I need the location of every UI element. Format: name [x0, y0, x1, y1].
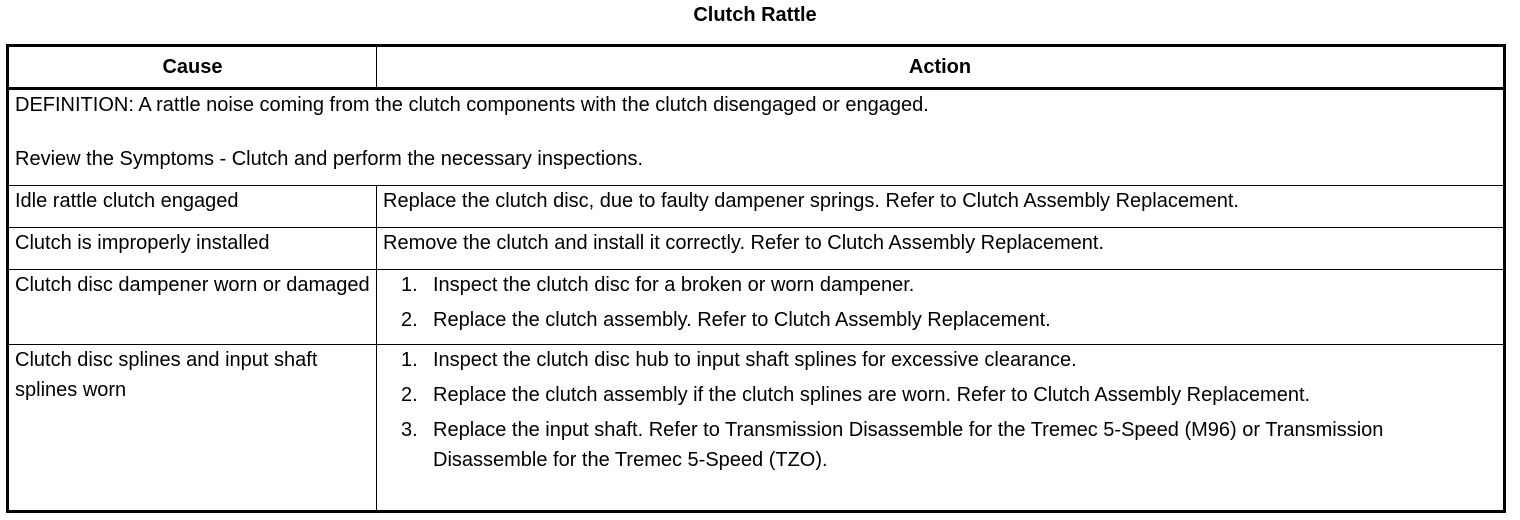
- step-number: 3.: [401, 419, 418, 441]
- table-row: [8, 270, 1505, 345]
- table-row: [8, 345, 1505, 512]
- cause-cell: Clutch disc splines and input shaft splines worn: [8, 345, 377, 512]
- step-number: 2.: [401, 309, 418, 331]
- page-title: Clutch Rattle: [693, 4, 817, 26]
- definition-row: [8, 89, 1505, 186]
- step-text: Inspect the clutch disc hub to input shaft splines for excessive clearance.: [433, 349, 1077, 371]
- action-step: [383, 305, 1497, 335]
- action-cell: Remove the clutch and install it correctly. Refer to Clutch Assembly Replacement.: [377, 228, 1505, 270]
- step-text: Replace the clutch assembly. Refer to Clutch Assembly Replacement.: [433, 309, 1051, 331]
- table-row: [8, 186, 1505, 228]
- review-instruction-text: Review the Symptoms - Clutch and perform the necessary inspections.: [15, 148, 644, 170]
- step-number: 1.: [401, 349, 418, 371]
- step-text: Replace the input shaft. Refer to Transmission Disassemble for the Tremec 5-Speed (M96) or Transmission Disassemble for the Tremec 5-Speed (TZO).: [433, 419, 1384, 471]
- action-steps-list: [383, 270, 1497, 335]
- action-step: [383, 380, 1497, 410]
- header-row: [8, 46, 1505, 89]
- cause-column-header: Cause: [8, 46, 377, 89]
- step-number: 1.: [401, 274, 418, 296]
- step-text: Replace the clutch assembly if the clutch splines are worn. Refer to Clutch Assembly Replacement.: [433, 384, 1311, 406]
- action-steps-list: [383, 345, 1497, 475]
- step-text: Inspect the clutch disc for a broken or worn dampener.: [433, 274, 915, 296]
- table-row: [8, 228, 1505, 270]
- cause-cell: Clutch is improperly installed: [8, 228, 377, 270]
- action-cell: [377, 270, 1505, 345]
- cause-cell: Clutch disc dampener worn or damaged: [8, 270, 377, 345]
- action-cell: Replace the clutch disc, due to faulty dampener springs. Refer to Clutch Assembly Replacement.: [377, 186, 1505, 228]
- action-column-header: Action: [377, 46, 1505, 89]
- cause-cell: Idle rattle clutch engaged: [8, 186, 377, 228]
- action-step: [383, 345, 1497, 375]
- action-step: [383, 270, 1497, 300]
- diagnostic-table: [6, 44, 1506, 513]
- definition-text: DEFINITION: A rattle noise coming from the clutch components with the clutch disengaged or engaged.: [15, 94, 929, 116]
- step-number: 2.: [401, 384, 418, 406]
- definition-cell: [8, 89, 1505, 186]
- action-step: [383, 415, 1497, 475]
- action-cell: [377, 345, 1505, 512]
